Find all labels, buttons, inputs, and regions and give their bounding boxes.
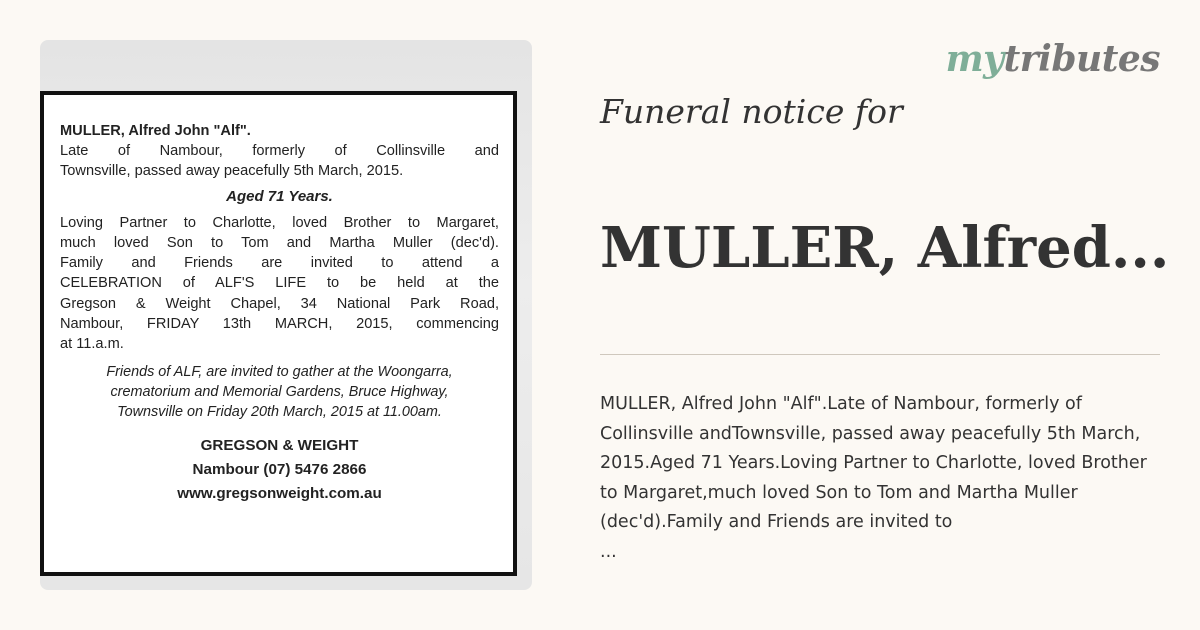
notice-line: CELEBRATION of ALF'S LIFE to be held at the	[60, 275, 499, 292]
notice-line: Loving Partner to Charlotte, loved Brother to Margaret,	[60, 214, 499, 231]
notice-age: Aged 71 Years.	[226, 187, 333, 205]
notice-name: MULLER, Alfred John "Alf".	[60, 123, 251, 139]
director-phone: Nambour (07) 5476 2866	[192, 461, 367, 479]
notice-line: much loved Son to Tom and Martha Muller (dec'd).	[60, 235, 499, 252]
notice-italic-block	[60, 362, 499, 422]
funeral-notice-clipping	[40, 91, 517, 576]
logo-my: my	[945, 38, 1004, 80]
notice-line: Late of Nambour, formerly of Collinsville and	[60, 143, 499, 160]
notice-italic-line: Townsville on Friday 20th March, 2015 at 11.00am.	[117, 404, 442, 421]
funeral-director-block	[60, 434, 499, 506]
notice-line: Gregson & Weight Chapel, 34 National Park Road,	[60, 295, 499, 312]
notice-italic-line: Friends of ALF, are invited to gather at the Woongarra,	[106, 364, 453, 381]
notice-line: Nambour, FRIDAY 13th MARCH, 2015, commencing	[60, 315, 499, 332]
notice-line: Townsville, passed away peacefully 5th March, 2015.	[60, 163, 404, 180]
logo-tributes: tributes	[1003, 38, 1160, 80]
excerpt-ellipsis: ...	[600, 541, 617, 562]
notice-excerpt	[600, 390, 1160, 567]
notice-line: at 11.a.m.	[60, 336, 124, 353]
divider	[600, 354, 1160, 355]
excerpt-text: MULLER, Alfred John "Alf".Late of Nambour, formerly of Collinsville andTownsville, passed away peacefully 5th March, 2015.Aged 71 Years.Loving Partner to Charlotte, loved Brother to Margaret,much loved Son to Tom and Martha Muller (dec'd).Family and Friends are invited to	[600, 394, 1147, 532]
director-website: www.gregsonweight.com.au	[177, 485, 382, 503]
notice-italic-line: crematorium and Memorial Gardens, Bruce Highway,	[110, 384, 449, 401]
director-name: GREGSON & WEIGHT	[200, 437, 359, 455]
mytributes-logo[interactable]	[946, 38, 1160, 80]
notice-type-heading: Funeral notice for	[600, 92, 903, 131]
deceased-name-title: MULLER, Alfred...	[600, 215, 1170, 281]
notice-image	[40, 40, 532, 590]
notice-line: Family and Friends are invited to attend a	[60, 255, 499, 272]
